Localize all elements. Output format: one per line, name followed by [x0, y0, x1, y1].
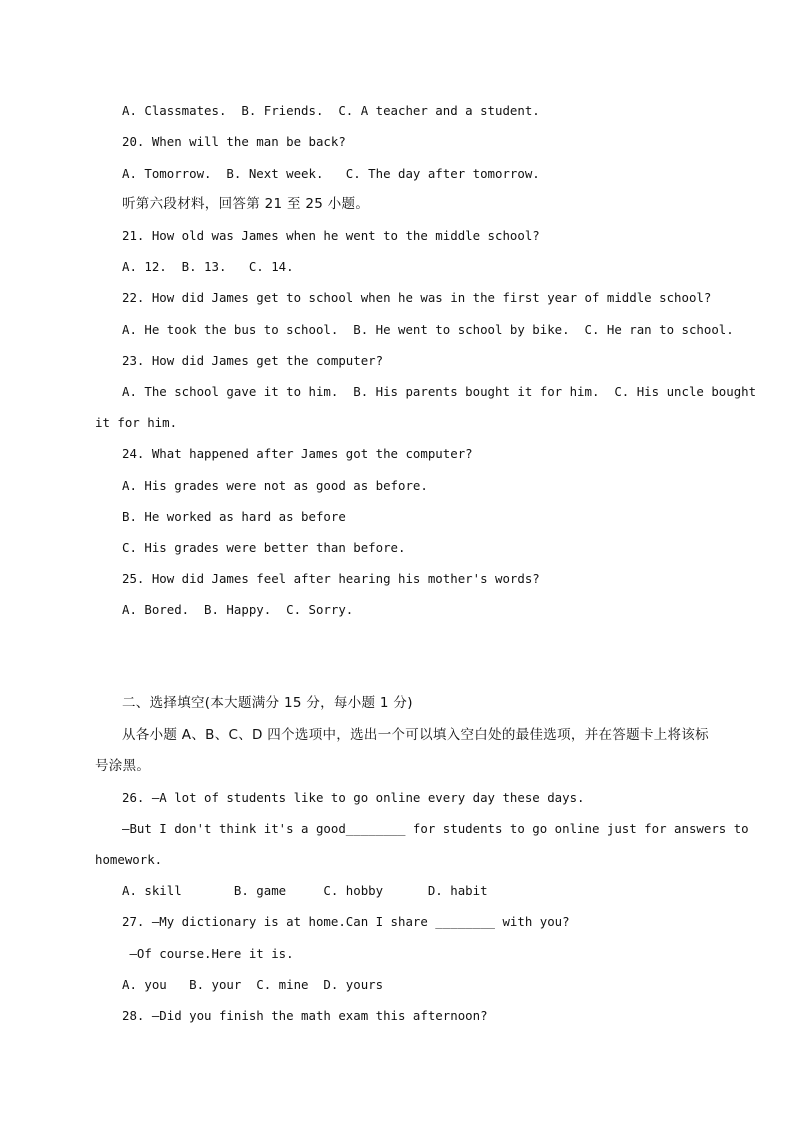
- q26-response-continued: homework.: [95, 852, 163, 867]
- section2-heading: 二、选择填空(本大题满分 15 分，每小题 1 分): [122, 695, 413, 711]
- q25-options: A. Bored. B. Happy. C. Sorry.: [122, 602, 354, 617]
- q23-question: 23. How did James get the computer?: [122, 353, 384, 368]
- q20-question: 20. When will the man be back?: [122, 134, 346, 149]
- q24-option-a: A. His grades were not as good as before.: [122, 478, 428, 493]
- q28-prompt: 28. —Did you finish the math exam this afternoon?: [122, 1008, 488, 1023]
- q23-options-continued: it for him.: [95, 415, 178, 430]
- section2-instruction-continued: 号涂黑。: [95, 758, 151, 774]
- q19-options: A. Classmates. B. Friends. C. A teacher and a student.: [122, 103, 540, 118]
- q21-question: 21. How old was James when he went to the middle school?: [122, 228, 540, 243]
- q27-response: —Of course.Here it is.: [122, 946, 294, 961]
- q21-options: A. 12. B. 13. C. 14.: [122, 259, 294, 274]
- q26-prompt: 26. —A lot of students like to go online every day these days.: [122, 790, 585, 805]
- q20-options: A. Tomorrow. B. Next week. C. The day after tomorrow.: [122, 166, 540, 181]
- q24-option-b: B. He worked as hard as before: [122, 509, 346, 524]
- q26-response: —But I don't think it's a good________ for students to go online just for answers to: [122, 821, 749, 836]
- q27-prompt: 27. —My dictionary is at home.Can I share ________ with you?: [122, 914, 570, 929]
- q26-options: A. skill B. game C. hobby D. habit: [122, 883, 488, 898]
- q25-question: 25. How did James feel after hearing his mother's words?: [122, 571, 540, 586]
- section6-instruction: 听第六段材料，回答第 21 至 25 小题。: [122, 196, 370, 212]
- section2-instruction: 从各小题 A、B、C、D 四个选项中，选出一个可以填入空白处的最佳选项，并在答题卡上将该标: [122, 727, 709, 743]
- q24-option-c: C. His grades were better than before.: [122, 540, 406, 555]
- q24-question: 24. What happened after James got the computer?: [122, 446, 473, 461]
- q22-question: 22. How did James get to school when he was in the first year of middle school?: [122, 290, 712, 305]
- q27-options: A. you B. your C. mine D. yours: [122, 977, 384, 992]
- q22-options: A. He took the bus to school. B. He went to school by bike. C. He ran to school.: [122, 322, 734, 337]
- q23-options: A. The school gave it to him. B. His parents bought it for him. C. His uncle bought: [122, 384, 757, 399]
